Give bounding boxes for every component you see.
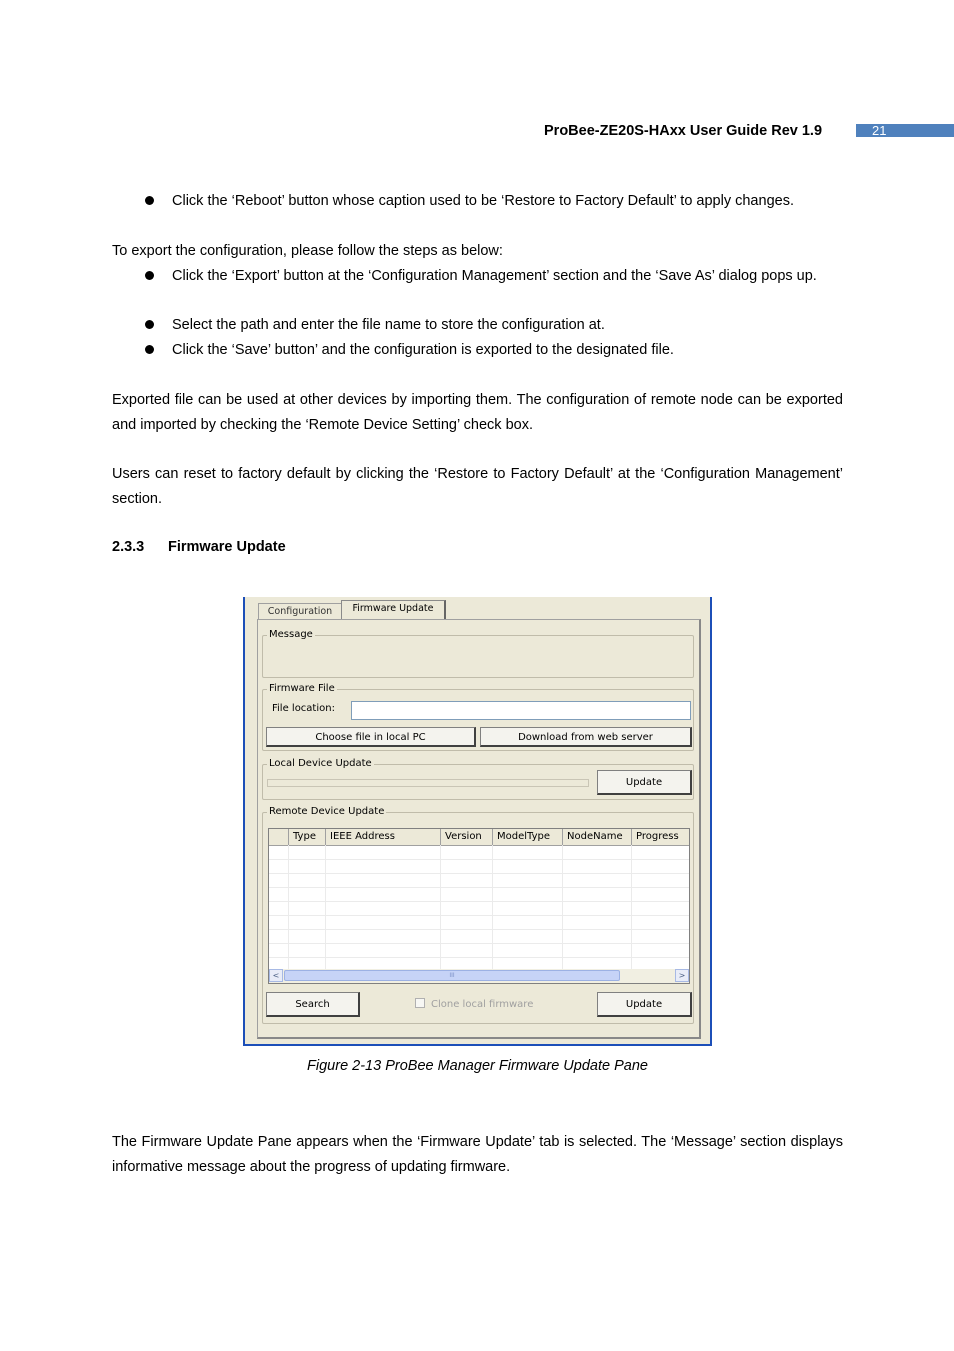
- bullet-text: Click the ‘Save’ button’ and the configuration is exported to the designated file.: [172, 342, 674, 358]
- bullet-text: Click the ‘Export’ button at the ‘Configuration Management’ section and the ‘Save As’ dialog pops up.: [172, 268, 817, 284]
- remote-update-button[interactable]: Update: [597, 992, 692, 1017]
- column-header-type[interactable]: Type: [289, 829, 326, 845]
- local-device-update-label: Local Device Update: [269, 758, 372, 769]
- page-number-badge: 21: [856, 124, 954, 137]
- grid-row-line: [269, 943, 689, 944]
- local-device-update-group: [262, 758, 694, 800]
- remote-device-update-group: [262, 806, 694, 1024]
- grid-row-line: [269, 887, 689, 888]
- remote-device-table[interactable]: [268, 828, 690, 984]
- clone-local-firmware-label: Clone local firmware: [431, 999, 534, 1010]
- document-header-title: ProBee-ZE20S-HAxx User Guide Rev 1.9: [544, 123, 823, 139]
- column-header-nodename[interactable]: NodeName: [563, 829, 632, 845]
- horizontal-scrollbar[interactable]: [269, 969, 689, 983]
- grid-column-line: [562, 845, 563, 969]
- export-step-1: [142, 264, 843, 289]
- table-header: [269, 829, 689, 846]
- bullet-reboot: [142, 189, 843, 214]
- firmware-file-label: Firmware File: [269, 683, 335, 694]
- bullet-dot: [145, 196, 154, 205]
- bullet-text: Click the ‘Reboot’ button whose caption used to be ‘Restore to Factory Default’ to apply changes.: [172, 193, 794, 209]
- file-location-label: File location:: [272, 703, 335, 714]
- checkbox-box-icon[interactable]: [415, 998, 425, 1008]
- paragraph-pane-description: The Firmware Update Pane appears when the ‘Firmware Update’ tab is selected. The ‘Message’ section displays informative message about the progress of updating firmware.: [112, 1134, 843, 1175]
- firmware-file-group: [262, 683, 694, 751]
- grid-row-line: [269, 915, 689, 916]
- grid-column-line: [492, 845, 493, 969]
- tab-configuration[interactable]: Configuration: [258, 603, 342, 619]
- download-web-server-button[interactable]: Download from web server: [480, 727, 692, 747]
- grid-row-line: [269, 901, 689, 902]
- grid-row-line: [269, 957, 689, 958]
- bullet-dot: [145, 345, 154, 354]
- scroll-left-icon[interactable]: <: [269, 969, 283, 982]
- column-header-modeltype[interactable]: ModelType: [493, 829, 563, 845]
- grid-column-line: [325, 845, 326, 969]
- grid-row-line: [269, 929, 689, 930]
- section-title: Firmware Update: [168, 539, 286, 555]
- bullet-dot: [145, 271, 154, 280]
- tab-firmware-update[interactable]: Firmware Update: [341, 600, 446, 620]
- tab-body: [257, 619, 701, 1039]
- choose-local-file-button[interactable]: Choose file in local PC: [266, 727, 476, 747]
- figure-caption: Figure 2-13 ProBee Manager Firmware Update Pane: [307, 1058, 648, 1074]
- column-header-version[interactable]: Version: [441, 829, 493, 845]
- grid-row-line: [269, 859, 689, 860]
- grid-column-line: [440, 845, 441, 969]
- search-button[interactable]: Search: [266, 992, 360, 1017]
- bullet-text: Select the path and enter the file name to store the configuration at.: [172, 317, 605, 333]
- local-update-button[interactable]: Update: [597, 770, 692, 795]
- section-number: 2.3.3: [112, 539, 145, 555]
- column-header-select: [269, 829, 289, 845]
- column-header-ieee-address[interactable]: IEEE Address: [326, 829, 441, 845]
- scroll-right-icon[interactable]: >: [675, 969, 689, 982]
- local-update-progress-bar: [267, 779, 589, 787]
- remote-device-update-label: Remote Device Update: [269, 806, 385, 817]
- export-intro: To export the configuration, please follow the steps as below:: [112, 243, 503, 259]
- message-group: [262, 629, 694, 678]
- paragraph-exported-file: Exported file can be used at other devices by importing them. The configuration of remote node can be exported and imported by checking the ‘Remote Device Setting’ check box.: [112, 392, 843, 433]
- grid-column-line: [631, 845, 632, 969]
- export-step-2: [142, 313, 843, 338]
- bullet-dot: [145, 320, 154, 329]
- firmware-update-pane: [243, 597, 712, 1046]
- grid-column-line: [288, 845, 289, 969]
- file-location-input[interactable]: [351, 701, 691, 720]
- section-heading: [112, 539, 286, 555]
- message-label: Message: [269, 629, 313, 640]
- scroll-thumb[interactable]: III: [284, 970, 620, 981]
- export-step-3: [142, 338, 843, 363]
- column-header-progress[interactable]: Progress: [636, 831, 679, 842]
- clone-local-firmware-checkbox[interactable]: [415, 998, 533, 1010]
- grid-row-line: [269, 873, 689, 874]
- paragraph-reset: Users can reset to factory default by clicking the ‘Restore to Factory Default’ at the ‘Configuration Management’ section.: [112, 466, 843, 507]
